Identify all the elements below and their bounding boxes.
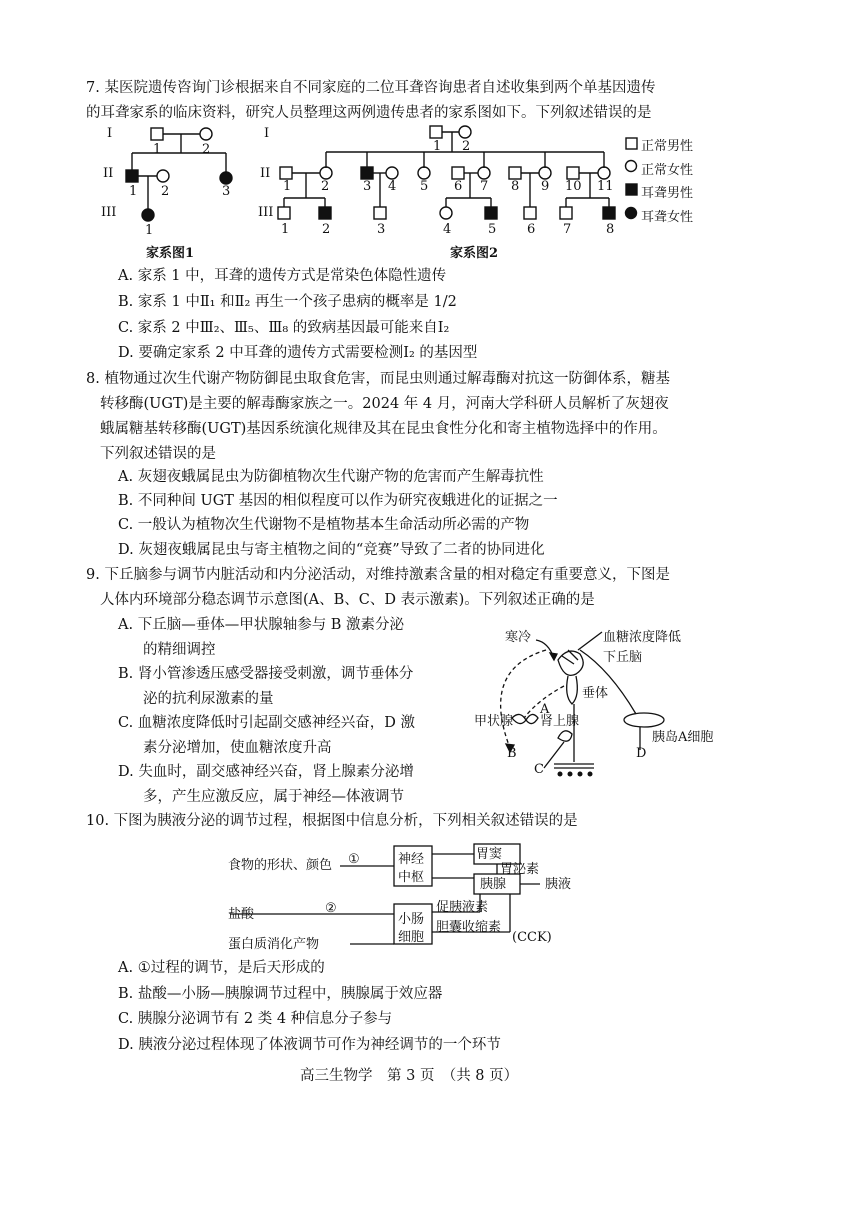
label-glucose-drop: 血糖浓度降低 bbox=[603, 630, 682, 645]
legend-deaf-male: 耳聋男性 bbox=[641, 186, 694, 201]
q9-option-a-line2: 的精细调控 bbox=[143, 642, 216, 658]
gen-label-II-f1: II bbox=[103, 166, 114, 181]
f2-III-5: 5 bbox=[488, 222, 497, 237]
label-intestine-2: 细胞 bbox=[398, 930, 425, 945]
q10-option-b[interactable]: B. 盐酸—小肠—胰腺调节过程中，胰腺属于效应器 bbox=[118, 986, 443, 1002]
q9-stem-line1: 9. 下丘脑参与调节内脏活动和内分泌活动，对维持激素含量的相对稳定有重要意义，下图是 bbox=[86, 567, 670, 583]
q9-option-a-line1[interactable]: A. 下丘脑—垂体—甲状腺轴参与 B 激素分泌 bbox=[118, 617, 405, 633]
f2-II-2: 2 bbox=[321, 179, 330, 194]
q7-stem-line2: 的耳聋家系的临床资料，研究人员整理这两例遗传患者的家系图如下。下列叙述错误的是 bbox=[86, 105, 652, 121]
label-hypothalamus: 下丘脑 bbox=[603, 650, 643, 665]
label-pituitary: 垂体 bbox=[582, 686, 609, 701]
f2-I-2: 2 bbox=[462, 139, 471, 154]
label-cck: 胆囊收缩素 bbox=[436, 920, 502, 935]
q9-option-d-line1[interactable]: D. 失血时，副交感神经兴奋，肾上腺素分泌增 bbox=[118, 764, 414, 780]
q10-option-a[interactable]: A. ①过程的调节，是后天形成的 bbox=[118, 960, 325, 976]
label-cold: 寒冷 bbox=[505, 630, 532, 645]
q9-option-d-line2: 多，产生应激反应，属于神经—体液调节 bbox=[143, 789, 404, 805]
label-nerve-center-2: 中枢 bbox=[398, 870, 425, 885]
label-secretin: 促胰液素 bbox=[436, 900, 489, 915]
f2-II-11: 11 bbox=[597, 179, 614, 194]
f2-II-6: 6 bbox=[454, 179, 463, 194]
label-stomach: 胃窦 bbox=[476, 847, 503, 862]
label-thyroid: 甲状腺 bbox=[474, 714, 514, 729]
legend-normal-male: 正常男性 bbox=[641, 139, 694, 154]
q8-stem-line2: 转移酶(UGT)是主要的解毒酶家族之一。2024 年 4 月，河南大学科研人员解析了灰翅夜 bbox=[100, 396, 669, 412]
label-cck-abbr: (CCK) bbox=[512, 930, 552, 945]
page-footer: 高三生物学 第 3 页 （共 8 页） bbox=[300, 1068, 519, 1084]
q7-option-d[interactable]: D. 要确定家系 2 中耳聋的遗传方式需要检测Ⅰ₂ 的基因型 bbox=[118, 345, 478, 361]
f2-III-1: 1 bbox=[281, 222, 290, 237]
q9-option-b-line1[interactable]: B. 肾小管渗透压感受器接受刺激，调节垂体分 bbox=[118, 666, 414, 682]
q7-option-b[interactable]: B. 家系 1 中Ⅱ₁ 和Ⅱ₂ 再生一个孩子患病的概率是 1/2 bbox=[118, 294, 457, 310]
gen-label-I-f2: I bbox=[264, 126, 270, 141]
f2-II-3: 3 bbox=[363, 179, 372, 194]
f1-I-1: 1 bbox=[153, 142, 162, 157]
label-gastrin: 胃泌素 bbox=[500, 862, 540, 877]
q9-option-c-line1[interactable]: C. 血糖浓度降低时引起副交感神经兴奋，D 激 bbox=[118, 715, 416, 731]
q9-stem-line2: 人体内环境部分稳态调节示意图(A、B、C、D 表示激素)。下列叙述正确的是 bbox=[100, 592, 595, 608]
legend-normal-female: 正常女性 bbox=[641, 163, 694, 178]
gen-label-III-f2: III bbox=[258, 205, 274, 220]
label-adrenal: 肾上腺 bbox=[540, 714, 580, 729]
label-hormone-a: A bbox=[540, 702, 550, 717]
f2-II-9: 9 bbox=[541, 179, 550, 194]
f1-II-3: 3 bbox=[222, 184, 231, 199]
label-islet-a-cell: 胰岛A细胞 bbox=[652, 730, 714, 745]
f2-III-2: 2 bbox=[322, 222, 331, 237]
f2-III-4: 4 bbox=[443, 222, 452, 237]
q7-option-a[interactable]: A. 家系 1 中，耳聋的遗传方式是常染色体隐性遗传 bbox=[118, 268, 447, 284]
q10-stem: 10. 下图为胰液分泌的调节过程，根据图中信息分析，下列相关叙述错误的是 bbox=[86, 813, 578, 829]
f2-III-7: 7 bbox=[563, 222, 572, 237]
f2-III-8: 8 bbox=[606, 222, 615, 237]
gen-label-II-f2: II bbox=[260, 166, 271, 181]
f1-II-1: 1 bbox=[129, 184, 138, 199]
q8-option-a[interactable]: A. 灰翅夜蛾属昆虫为防御植物次生代谢产物的危害而产生解毒抗性 bbox=[118, 469, 544, 485]
f2-II-8: 8 bbox=[511, 179, 520, 194]
f1-III-1: 1 bbox=[145, 223, 154, 238]
label-acid: 盐酸 bbox=[228, 907, 255, 922]
label-pancreatic-juice: 胰液 bbox=[545, 877, 572, 892]
fig2-caption: 家系图2 bbox=[450, 246, 499, 261]
gen-label-III-f1: III bbox=[101, 205, 117, 220]
f2-II-5: 5 bbox=[420, 179, 429, 194]
f2-II-4: 4 bbox=[388, 179, 397, 194]
q8-option-d[interactable]: D. 灰翅夜蛾属昆虫与寄主植物之间的“竞赛”导致了二者的协同进化 bbox=[118, 542, 545, 558]
label-hormone-b: B bbox=[507, 746, 517, 761]
f1-II-2: 2 bbox=[161, 184, 170, 199]
legend-deaf-female: 耳聋女性 bbox=[641, 210, 694, 225]
q8-stem-line1: 8. 植物通过次生代谢产物防御昆虫取食危害，而昆虫则通过解毒酶对抗这一防御体系，糖基 bbox=[86, 371, 670, 387]
q9-option-b-line2: 泌的抗利尿激素的量 bbox=[143, 691, 274, 707]
q8-option-b[interactable]: B. 不同种间 UGT 基因的相似程度可以作为研究夜蛾进化的证据之一 bbox=[118, 493, 558, 509]
q7-option-c[interactable]: C. 家系 2 中Ⅲ₂、Ⅲ₅、Ⅲ₈ 的致病基因最可能来自Ⅰ₂ bbox=[118, 320, 450, 336]
q8-stem-line3: 蛾属糖基转移酶(UGT)基因系统演化规律及其在昆虫食性分化和寄主植物选择中的作用。 bbox=[100, 421, 667, 437]
q10-option-d[interactable]: D. 胰液分泌过程体现了体液调节可作为神经调节的一个环节 bbox=[118, 1037, 501, 1053]
fig1-caption: 家系图1 bbox=[146, 246, 195, 261]
label-process-1: ① bbox=[348, 852, 360, 867]
label-process-2: ② bbox=[325, 901, 337, 916]
q10-option-c[interactable]: C. 胰腺分泌调节有 2 类 4 种信息分子参与 bbox=[118, 1011, 393, 1027]
q8-option-c[interactable]: C. 一般认为植物次生代谢物不是植物基本生命活动所必需的产物 bbox=[118, 517, 530, 533]
q9-option-c-line2: 素分泌增加，使血糖浓度升高 bbox=[143, 740, 332, 756]
f2-III-3: 3 bbox=[377, 222, 386, 237]
label-intestine-1: 小肠 bbox=[398, 912, 425, 927]
label-food: 食物的形状、颜色 bbox=[228, 858, 333, 873]
label-hormone-c: C bbox=[534, 762, 544, 777]
f2-II-1: 1 bbox=[283, 179, 292, 194]
f2-II-7: 7 bbox=[480, 179, 489, 194]
q7-stem-line1: 7. 某医院遗传咨询门诊根据来自不同家庭的二位耳聋咨询患者自述收集到两个单基因遗传 bbox=[86, 80, 656, 96]
f2-II-10: 10 bbox=[565, 179, 582, 194]
gen-label-I-f1: I bbox=[107, 126, 113, 141]
label-pancreas: 胰腺 bbox=[480, 877, 507, 892]
label-hormone-d: D bbox=[636, 746, 647, 761]
label-protein: 蛋白质消化产物 bbox=[228, 937, 320, 952]
f1-I-2: 2 bbox=[202, 142, 211, 157]
label-nerve-center-1: 神经 bbox=[398, 852, 425, 867]
f2-I-1: 1 bbox=[433, 139, 442, 154]
f2-III-6: 6 bbox=[527, 222, 536, 237]
q8-stem-line4: 下列叙述错误的是 bbox=[100, 446, 216, 462]
